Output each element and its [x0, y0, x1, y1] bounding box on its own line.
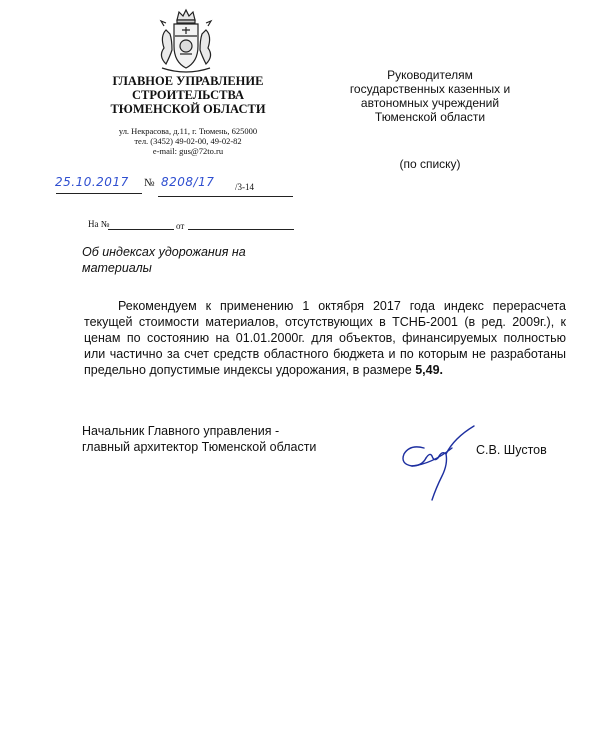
letter-subject	[82, 244, 312, 276]
signatory-title-line: Начальник Главного управления -	[82, 424, 280, 438]
registration-date: 25.10.2017	[55, 175, 129, 189]
org-line: ГЛАВНОЕ УПРАВЛЕНИЕ	[112, 74, 264, 88]
body-text: Рекомендуем к применению 1 октября 2017 года индекс перерасчета текущей стоимости материалов, отсутствующих в ТСНБ-2001 (в ред. 2009г.), к ценам по состоянию на 01.01.2000г. для объектов, финансируемых полностью или частично за счет средств областного бюджета и по которым не разработаны предельно допустимые индексы удорожания, в размере	[84, 299, 566, 377]
addressee-line: Тюменской области	[374, 110, 486, 124]
addressee-note: (по списку)	[399, 157, 461, 171]
handwritten-signature	[392, 418, 484, 504]
number-underline	[158, 196, 293, 197]
reply-number-label: На №	[88, 219, 110, 229]
org-contacts	[96, 126, 280, 156]
addressee-block	[325, 68, 535, 124]
number-label: №	[144, 177, 155, 189]
registration-number: 8208/17	[161, 175, 215, 189]
org-phone: тел. (3452) 49-02-00, 49-02-82	[134, 136, 242, 146]
letter-body	[84, 298, 566, 378]
org-email: e-mail: gus@72to.ru	[152, 146, 224, 156]
reply-date-label: от	[176, 221, 185, 231]
signatory-title-line: главный архитектор Тюменской области	[82, 440, 317, 454]
reply-date-field	[188, 229, 294, 230]
date-underline	[56, 193, 142, 194]
subject-line: Об индексах удорожания на	[82, 245, 246, 259]
subject-line: материалы	[82, 261, 152, 275]
addressee-line: государственных казенных и	[349, 82, 511, 96]
addressee-line: автономных учреждений	[360, 96, 500, 110]
tyumen-coat-of-arms-icon	[144, 6, 228, 76]
org-name	[88, 74, 288, 116]
registration-suffix: /3-14	[235, 182, 254, 192]
signatory-title	[82, 423, 316, 455]
org-line: ТЮМЕНСКОЙ ОБЛАСТИ	[110, 102, 266, 116]
org-line: СТРОИТЕЛЬСТВА	[131, 88, 245, 102]
reply-number-field	[108, 229, 174, 230]
signatory-name: С.В. Шустов	[476, 443, 547, 457]
index-value: 5,49.	[415, 363, 444, 377]
org-address: ул. Некрасова, д.11, г. Тюмень, 625000	[118, 126, 258, 136]
addressee-line: Руководителям	[387, 68, 473, 82]
